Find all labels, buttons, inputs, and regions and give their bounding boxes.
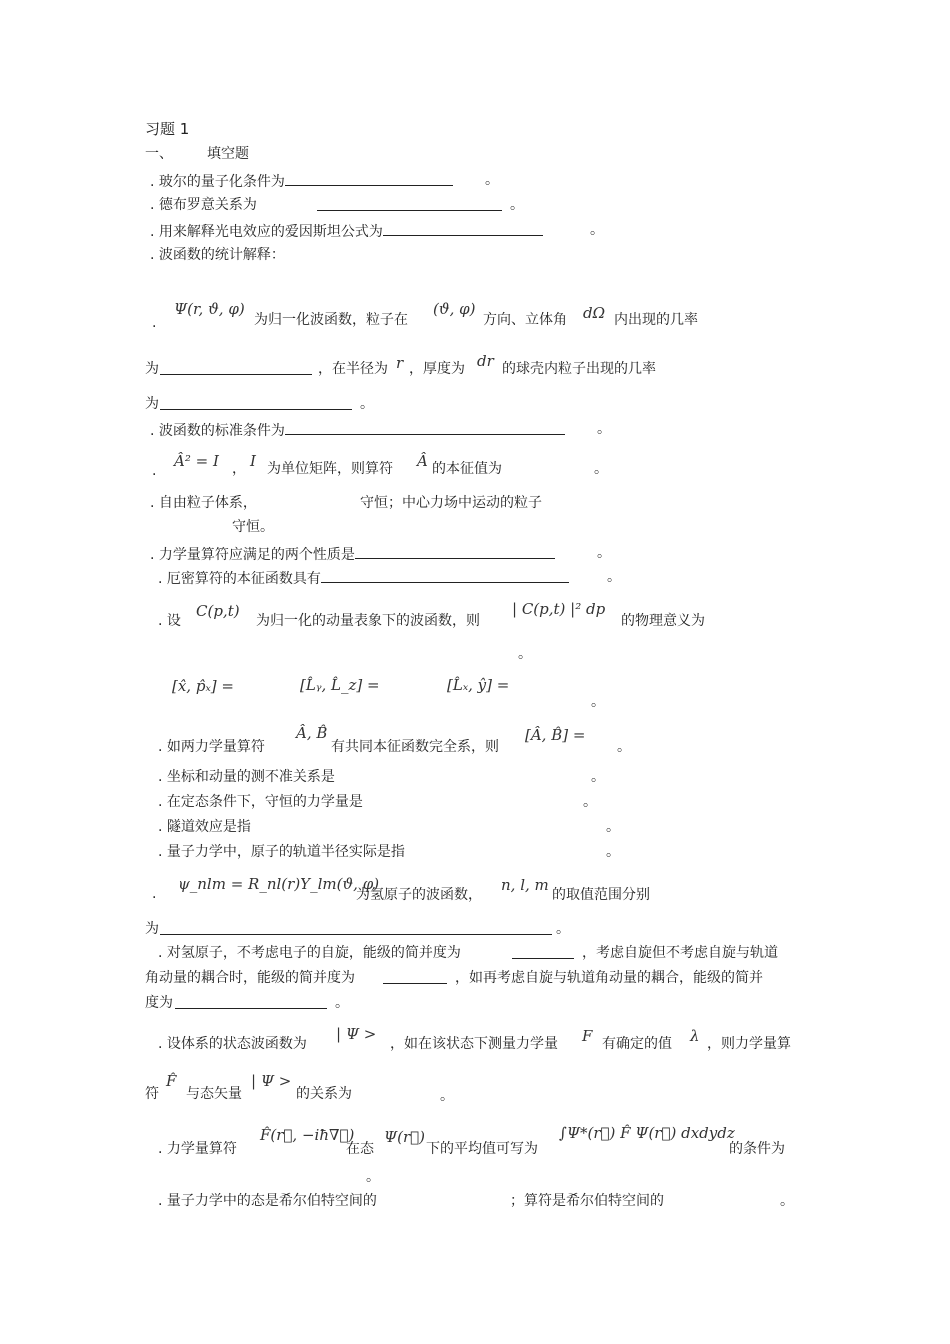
- question-6-text2: 为单位矩阵，则算符: [267, 461, 393, 477]
- formula-c-pt: C(p,t): [196, 602, 240, 620]
- question-2: . 德布罗意关系为: [150, 197, 257, 213]
- question-18-line2-end: ，如再考虑自旋与轨道角动量的耦合，能级的简并: [455, 970, 763, 986]
- formula-psi-nlm: ψ_nlm = R_nl(r)Y_lm(ϑ, φ): [178, 875, 380, 893]
- answer-blank[interactable]: [285, 171, 453, 186]
- question-21-mid: ；算符是希尔伯特空间的: [510, 1193, 664, 1209]
- formula-integral: ∫Ψ*(r⃗) F̂ Ψ(r⃗) dxdydz: [559, 1124, 735, 1142]
- formula-f-hat-operator: F̂(r⃗, −iħ∇⃗): [260, 1126, 355, 1144]
- period: 。: [780, 1193, 794, 1209]
- section-title: 填空题: [207, 146, 249, 162]
- question-19-line2: 符: [145, 1086, 159, 1102]
- question-4-line1b: 方向、立体角: [483, 312, 567, 328]
- period: 。: [617, 739, 631, 755]
- question-4-line1c: 内出现的几率: [614, 312, 698, 328]
- answer-blank[interactable]: [512, 944, 574, 964]
- formula-a-hat: Â: [417, 452, 428, 470]
- formula-a-squared: Â² = I: [174, 452, 219, 470]
- answer-blank[interactable]: [355, 544, 555, 559]
- list-dot: .: [152, 886, 157, 902]
- question-1: [150, 171, 453, 191]
- period: 。: [366, 1169, 380, 1185]
- question-4-line1: 为归一化波函数，粒子在: [254, 312, 408, 328]
- question-17-end: 的取值范围分别: [552, 887, 650, 903]
- formula-psi-r: Ψ(r⃗): [384, 1128, 426, 1146]
- question-17-line2-prefix: 为: [145, 921, 159, 937]
- question-4-line2-prefix: 为: [145, 361, 159, 377]
- period: 。: [485, 172, 499, 188]
- question-18-line3: 度为: [145, 995, 173, 1011]
- formula-f-hat: F̂: [166, 1072, 177, 1090]
- question-21: . 量子力学中的态是希尔伯特空间的: [158, 1193, 377, 1209]
- formula-c-pt-squared: | C(p,t) |² dp: [512, 600, 606, 618]
- question-9-text: . 厄密算符的本征函数具有: [158, 571, 321, 587]
- formula-dr: dr: [477, 352, 494, 370]
- answer-blank[interactable]: [383, 221, 543, 236]
- period: 。: [607, 569, 621, 585]
- question-10-end: 的物理意义为: [621, 613, 705, 629]
- question-10-mid: 为归一化的动量表象下的波函数，则: [256, 613, 480, 629]
- period: 。: [597, 421, 611, 437]
- question-7-mid: 守恒；中心力场中运动的粒子: [360, 495, 542, 511]
- formula-commutator-ly-lz: [L̂ᵧ, L̂_z] =: [300, 676, 380, 694]
- page-title: 习题 1: [145, 120, 190, 138]
- period: 。: [591, 769, 605, 785]
- period: 。: [606, 844, 620, 860]
- question-7: . 自由粒子体系，: [150, 495, 257, 511]
- question-18-line2: 角动量的耦合时，能级的简并度为: [145, 970, 355, 986]
- formula-theta-phi: (ϑ, φ): [433, 300, 476, 318]
- formula-d-omega: dΩ: [583, 304, 606, 322]
- question-19: . 设体系的状态波函数为: [158, 1036, 307, 1052]
- question-19-mid2: 有确定的值: [602, 1036, 672, 1052]
- answer-blank[interactable]: [175, 994, 327, 1014]
- period: 。: [510, 197, 524, 213]
- question-20-mid2: 下的平均值可写为: [426, 1141, 538, 1157]
- formula-psi: Ψ(r, ϑ, φ): [174, 300, 245, 318]
- period: 。: [440, 1088, 454, 1104]
- question-14: . 在定态条件下，守恒的力学量是: [158, 794, 363, 810]
- formula-commutator-lx-y: [L̂ₓ, ŷ] =: [447, 676, 510, 694]
- question-19-end: ，则力学量算: [707, 1036, 791, 1052]
- question-16: . 量子力学中，原子的轨道半径实际是指: [158, 844, 405, 860]
- question-20: . 力学量算符: [158, 1141, 237, 1157]
- formula-nlm: n, l, m: [501, 876, 549, 894]
- formula-commutator-x-px: [x̂, p̂ₓ] =: [172, 677, 234, 695]
- question-3: [150, 221, 543, 241]
- section-number: 一、: [145, 146, 173, 162]
- period: 。: [556, 921, 570, 937]
- question-18-mid: ，考虑自旋但不考虑自旋与轨道: [582, 945, 778, 961]
- question-13: . 坐标和动量的测不准关系是: [158, 769, 335, 785]
- question-15: . 隧道效应是指: [158, 819, 251, 835]
- period: 。: [591, 694, 605, 710]
- answer-blank[interactable]: [317, 196, 502, 216]
- question-4-line2: ，在半径为: [318, 361, 388, 377]
- question-19-line2-mid: 与态矢量: [186, 1086, 242, 1102]
- answer-blank[interactable]: [160, 395, 352, 415]
- question-3-text: . 用来解释光电效应的爱因斯坦公式为: [150, 224, 383, 240]
- answer-blank[interactable]: [383, 969, 447, 989]
- question-19-mid: ，如在该状态下测量力学量: [390, 1036, 558, 1052]
- answer-blank[interactable]: [321, 568, 569, 583]
- question-1-text: . 玻尔的量子化条件为: [150, 174, 285, 190]
- question-4-line2b: ，厚度为: [409, 361, 465, 377]
- answer-blank[interactable]: [160, 920, 552, 940]
- list-dot: .: [152, 315, 157, 331]
- question-4: . 波函数的统计解释：: [150, 247, 285, 263]
- question-10: . 设: [158, 613, 181, 629]
- period: 。: [360, 396, 374, 412]
- period: 。: [590, 222, 604, 238]
- question-4-line3-prefix: 为: [145, 396, 159, 412]
- period: 。: [583, 794, 597, 810]
- question-19-line2-end: 的关系为: [296, 1086, 352, 1102]
- question-12-mid: 有共同本征函数完全系，则: [331, 739, 499, 755]
- question-17: 为氢原子的波函数，: [356, 887, 482, 903]
- formula-identity: I: [250, 452, 256, 470]
- formula-ket-psi: | Ψ >: [251, 1072, 292, 1090]
- question-8-text: . 力学量算符应满足的两个性质是: [150, 547, 355, 563]
- formula-ab-commutator: [Â, B̂] =: [525, 726, 586, 744]
- answer-blank[interactable]: [285, 420, 565, 435]
- period: 。: [335, 995, 349, 1011]
- period: 。: [518, 646, 532, 662]
- list-dot: .: [152, 463, 157, 479]
- answer-blank[interactable]: [160, 360, 312, 380]
- question-6-text: ，: [232, 461, 246, 477]
- period: 。: [594, 461, 608, 477]
- question-5-text: . 波函数的标准条件为: [150, 423, 285, 439]
- question-7-end: 守恒。: [232, 519, 274, 535]
- question-6-text3: 的本征值为: [432, 461, 502, 477]
- period: 。: [597, 545, 611, 561]
- period: 。: [606, 819, 620, 835]
- formula-f: F: [582, 1027, 593, 1045]
- question-18: . 对氢原子，不考虑电子的自旋，能级的简并度为: [158, 945, 461, 961]
- question-8: [150, 544, 555, 564]
- formula-ket-psi: | Ψ >: [336, 1025, 377, 1043]
- question-9: [158, 568, 569, 588]
- formula-ab-hat: Â, B̂: [296, 724, 328, 742]
- question-20-mid: 在态: [346, 1141, 374, 1157]
- question-4-line2c: 的球壳内粒子出现的几率: [502, 361, 656, 377]
- question-5: [150, 420, 565, 440]
- formula-lambda: λ: [690, 1027, 700, 1045]
- question-20-end: 的条件为: [729, 1141, 785, 1157]
- formula-r: r: [396, 354, 404, 372]
- question-12: . 如两力学量算符: [158, 739, 265, 755]
